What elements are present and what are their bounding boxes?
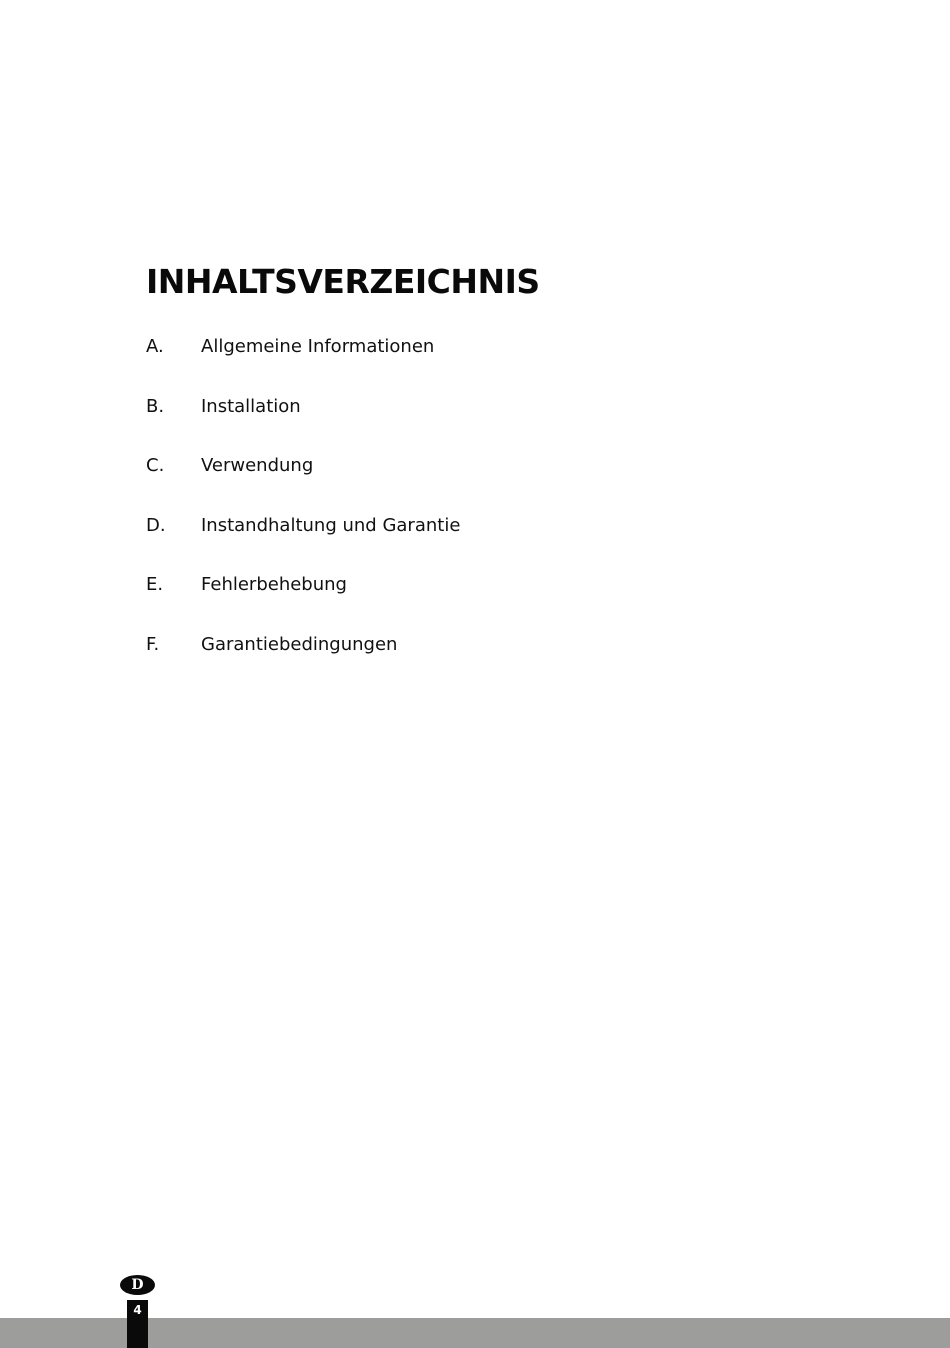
toc-letter: B. — [146, 395, 165, 417]
toc-item-d — [146, 513, 460, 573]
table-of-contents — [146, 334, 460, 692]
toc-text: Verwendung — [201, 455, 314, 477]
toc-text: Fehlerbehebung — [201, 574, 347, 596]
toc-item-c — [146, 453, 460, 513]
toc-item-b — [146, 394, 460, 454]
toc-item-f — [146, 632, 460, 692]
toc-text: Garantiebedingungen — [201, 633, 398, 655]
toc-letter: F. — [146, 633, 160, 655]
toc-text: Installation — [201, 395, 301, 417]
toc-letter: A. — [146, 336, 164, 357]
page-title: INHALTSVERZEICHNIS — [146, 262, 540, 301]
toc-letter: C. — [146, 455, 165, 477]
toc-letter: E. — [146, 574, 164, 596]
toc-item-e — [146, 572, 460, 632]
page-number: 4 — [133, 1303, 142, 1317]
toc-text: Allgemeine Informationen — [201, 336, 435, 357]
toc-item-a — [146, 334, 460, 394]
toc-letter: D. — [146, 514, 166, 536]
language-badge: D — [120, 1275, 155, 1295]
toc-text: Instandhaltung und Garantie — [201, 514, 461, 536]
